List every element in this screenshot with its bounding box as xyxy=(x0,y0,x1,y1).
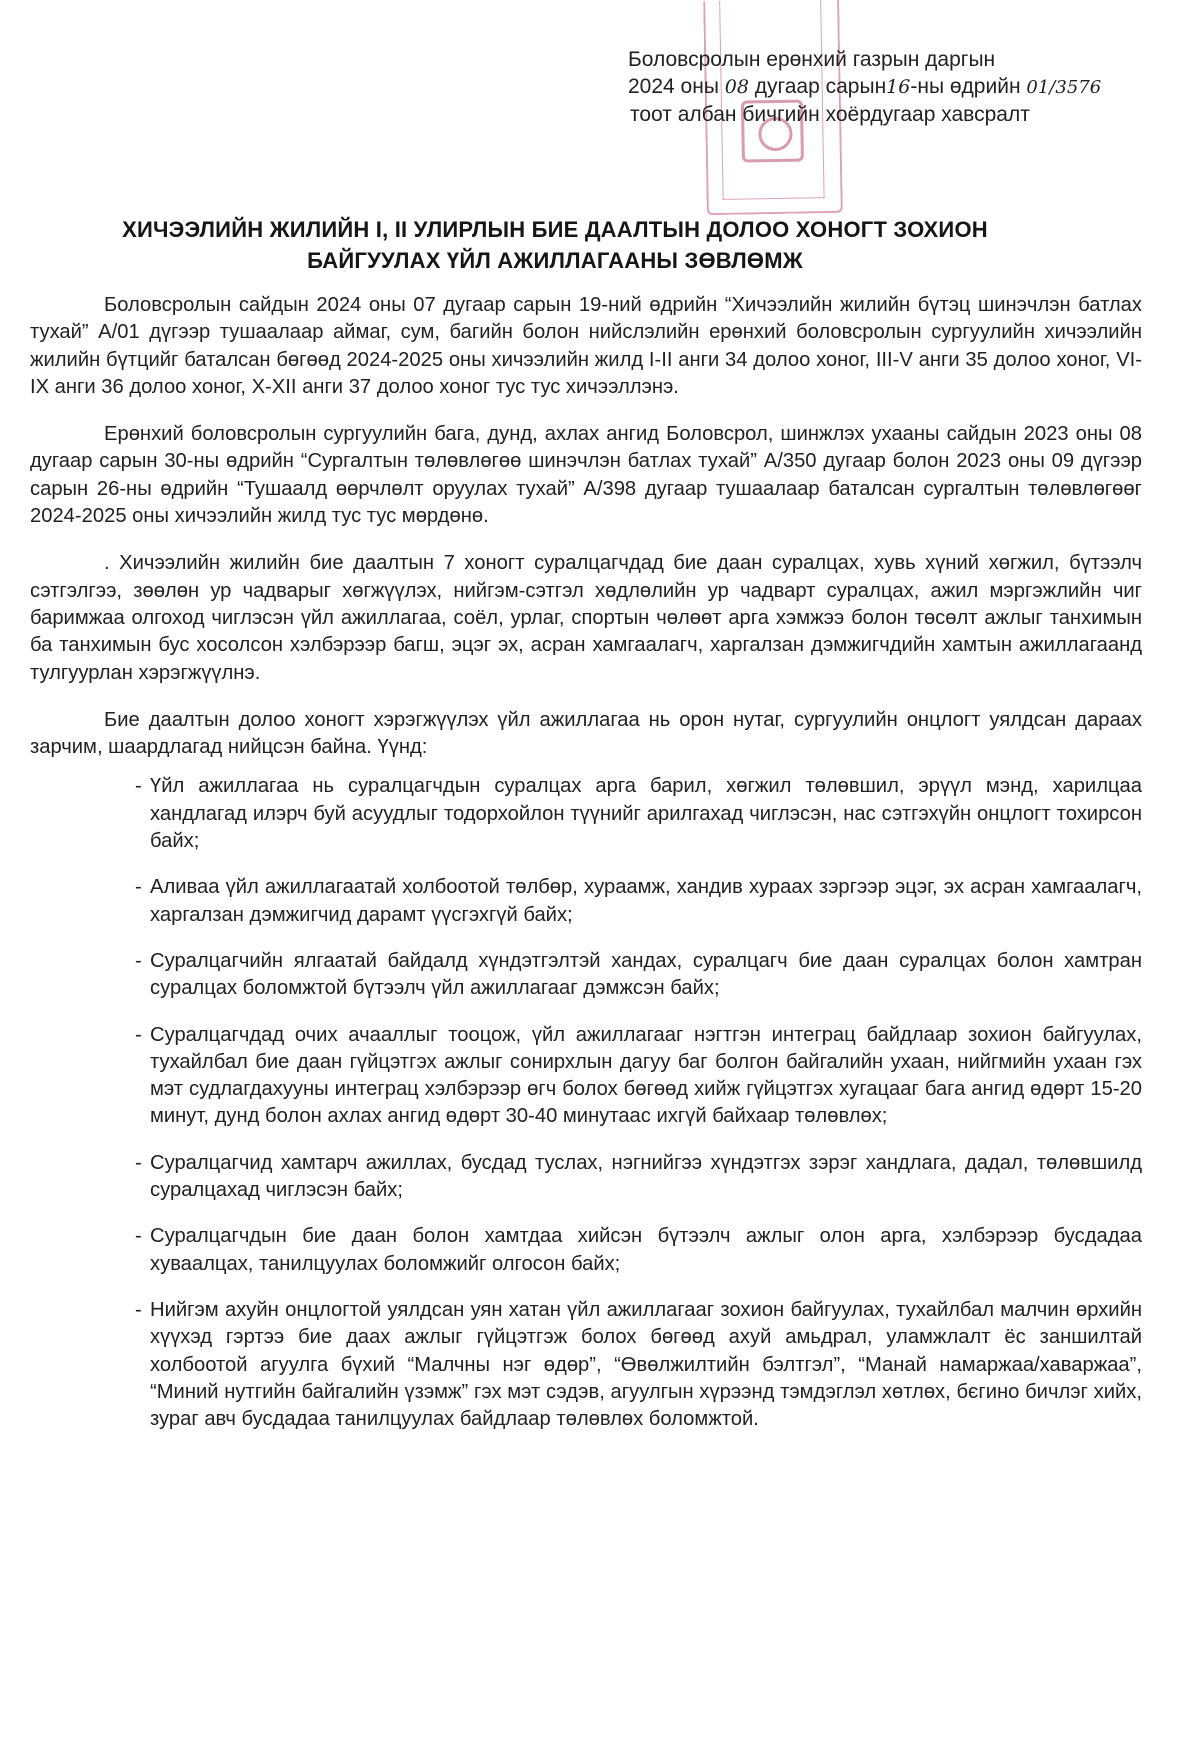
list-item-text: Нийгэм ахуйн онцлогтой уялдсан уян хатан үйл ажиллагааг зохион байгуулах, тухайлбал малчин өрхийн хүүхэд гэртээ бие даах ажлыг гүйцэтгэж болох бөгөөд ахуй амьдрал, уламжлалт ёс заншилтай холбоотой агуулга бүхий “Малчны нэг өдөр”, “Өвөлжилтийн бэлтгэл”, “Манай намаржаа/хаваржаа”, “Миний нутгийн байгалийн үзэмж” гэх мэт сэдэв, агуулгын хүрээнд тэмдэглэл хөтлөх, бєгино бичлэг хийх, зураг авч бусдадаа танилцуулах байдлаар төлөвлөх боломжтой. xyxy=(150,1298,1142,1431)
list-item-text: Суралцагчид хамтарч ажиллах, бусдад туслах, нэгнийгээ хүндэтгэх зэрэг хандлага, дадал, төлөвшилд суралцахад чиглэсэн байх; xyxy=(150,1151,1142,1202)
handwritten-day: 16 xyxy=(886,76,911,98)
list-item-text: Аливаа үйл ажиллагаатай холбоотой төлбөр, хураамж, хандив хураах зэргээр эцэг, эх асран хамгаалагч, харгалзан дэмжигчид дарамт үүсгэхгүй байх; xyxy=(150,876,1142,926)
list-item xyxy=(30,1223,1142,1278)
handwritten-document-number: 01/3576 xyxy=(1026,77,1102,98)
list-item-text: Суралцагчдад очих ачааллыг тооцож, үйл ажиллагааг нэгтгэн интеграц байдлаар зохион байгуулах, тухайлбал бие даан гүйцэтгэх ажлыг сонирхлын дагуу баг болгон байгалийн ухаан, нийгмийн ухаан гэх мэт судлагдахууны интеграц хэлбэрээр өгч болох бөгөөд хийж гүйцэтгэх хугацааг бага ангид өдөрт 15-20 минут, дунд болон ахлах ангид өдөрт 30-40 минутаас ихгүй байхаар төлөвлөх; xyxy=(150,1023,1142,1128)
document-body xyxy=(30,292,1142,1452)
list-item xyxy=(30,1022,1142,1131)
bullet-dash: - xyxy=(135,949,142,972)
bullet-dash: - xyxy=(135,1298,142,1321)
paragraph-1: Боловсролын сайдын 2024 оны 07 дугаар сарын 19-ний өдрийн “Хичээлийн жилийн бүтэц шинэчлэн батлах тухай” А/01 дүгээр тушаалаар аймаг, сум, багийн болон нийслэлийн ерөнхий боловсролын сургуулийн хичээлийн жилийн бүтцийг баталсан бөгөөд 2024-2025 оны хичээлийн жилд I-II анги 34 долоо хоног, III-V анги 35 долоо хоног, VI-IX анги 36 долоо хоног, X-XII анги 37 долоо хоног тус тус хичээллэнэ. xyxy=(30,294,1142,398)
bullet-dash: - xyxy=(135,775,142,798)
list-item-text: Суралцагчдын бие даан болон хамтдаа хийсэн бүтээлч ажлыг олон арга, хэлбэрээр бусдадаа хуваалцах, танилцуулах боломжийг олгосон байх; xyxy=(150,1225,1142,1275)
annex-line-2 xyxy=(628,73,1102,101)
principles-list xyxy=(30,773,1142,1433)
paragraph-4: Бие даалтын долоо хоногт хэрэгжүүлэх үйл ажиллагаа нь орон нутаг, сургуулийн онцлогт уялдсан дараах зарчим, шаардлагад нийцсэн байна. Үүнд: xyxy=(30,708,1142,759)
document-title xyxy=(30,214,1080,276)
annex-day-label: -ны өдрийн xyxy=(910,75,1021,98)
bullet-dash: - xyxy=(135,1225,142,1248)
annex-month-label: дугаар сарын xyxy=(754,75,887,98)
paragraph-2: Ерөнхий боловсролын сургуулийн бага, дунд, ахлах ангид Боловсрол, шинжлэх ухааны сайдын 2023 оны 08 дугаар сарын 30-ны өдрийн “Сургалтын төлөвлөгөө шинэчлэн батлах тухай” А/350 дугаар болон 2023 оны 09 дүгээр сарын 26-ны өдрийн “Тушаалд өөрчлөлт оруулах тухай” А/398 дугаар тушаалаар баталсан сургалтын төлөвлөгөөг 2024-2025 оны хичээлийн жилд тус тус мөрдөнө. xyxy=(30,423,1142,528)
annex-line-1: Боловсролын ерөнхий газрын даргын xyxy=(628,48,996,71)
handwritten-month: 08 xyxy=(724,76,749,98)
annex-line-3: тоот албан бичгийн хоёрдугаар хавсралт xyxy=(630,103,1030,126)
title-line-2: БАЙГУУЛАХ ҮЙЛ АЖИЛЛАГААНЫ ЗӨВЛӨМЖ xyxy=(307,248,803,273)
bullet-dash: - xyxy=(135,1023,142,1046)
list-item xyxy=(30,1297,1142,1433)
annex-year: 2024 оны xyxy=(628,75,719,98)
list-item-text: Үйл ажиллагаа нь суралцагчдын суралцах арга барил, хөгжил төлөвшил, эрүүл мэнд, харилцаа хандлагад илэрч буй асуудлыг тодорхойлон түүнийг арилгахад чиглэсэн, нас сэтгэхүйн онцлогт тохирсон байх; xyxy=(150,775,1142,853)
bullet-dash: - xyxy=(135,876,142,899)
paragraph-3: . Хичээлийн жилийн бие даалтын 7 хоногт суралцагчдад бие даан суралцах, хувь хүний хөгжил, бүтээлч сэтгэлгээ, зөөлөн ур чадварыг хөгжүүлэх, нийгэм-сэтгэл хөдлөлийн ур чадварт суралцах, ажил мэргэжлийн чиг баримжаа олгоход чиглэсэн үйл ажиллагаа, соёл, урлаг, спортын чөлөөт арга хэмжээ болон төсөлт ажлыг танхимын ба танхимын бус хосолсон хэлбэрээр багш, эцэг эх, асран хамгаалагч, харгалзан дэмжигчдийн хамтын ажиллагаанд тулгуурлан хэрэгжүүлнэ. xyxy=(30,552,1142,684)
bullet-dash: - xyxy=(135,1151,142,1174)
annex-header xyxy=(628,46,1102,128)
list-item xyxy=(30,874,1142,929)
list-item xyxy=(30,773,1142,855)
list-item-text: Суралцагчийн ялгаатай байдалд хүндэтгэлтэй хандах, суралцагч бие даан суралцах болон хамтран суралцах боломжтой бүтээлч үйл ажиллагааг дэмжсэн байх; xyxy=(150,949,1142,1000)
list-item xyxy=(30,948,1142,1003)
title-line-1: ХИЧЭЭЛИЙН ЖИЛИЙН I, II УЛИРЛЫН БИЕ ДААЛТЫН ДОЛОО ХОНОГТ ЗОХИОН xyxy=(122,217,988,242)
list-item xyxy=(30,1150,1142,1205)
